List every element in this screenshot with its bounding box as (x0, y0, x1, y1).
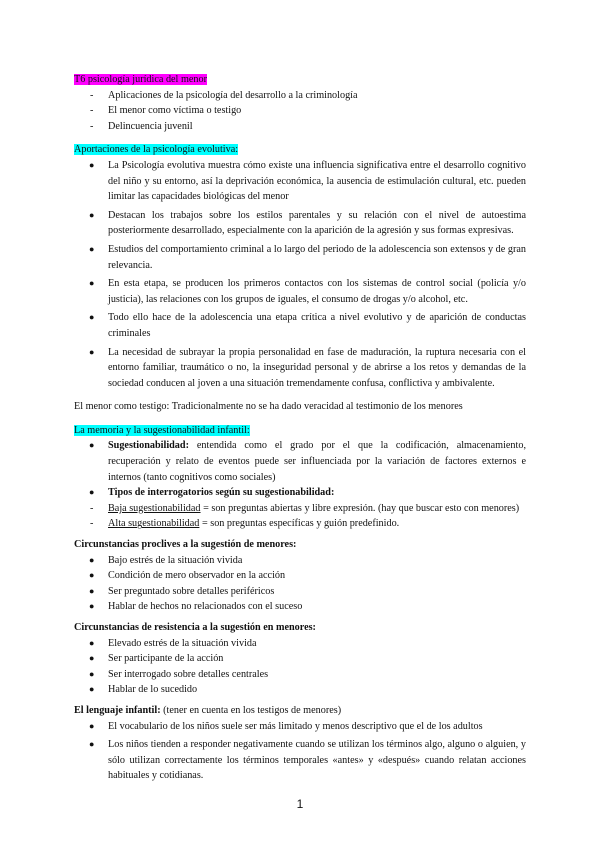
list-item: - Delincuencia juvenil (74, 119, 526, 135)
list-item: ● Hablar de lo sucedido (74, 682, 526, 698)
list-item: ● La Psicología evolutiva muestra cómo existe una influencia significativa entre el desarrollo cognitivo del niño y su entorno, así la deprivación económica, la ausencia de estimulación cultural, etc. pueden limitar las capacidades biológicas del menor (89, 159, 526, 203)
bullet-icon: ● (89, 312, 95, 323)
list-item: ● Hablar de hechos no relacionados con el suceso (74, 599, 526, 615)
list-item: ● Condición de mero observador en la acción (74, 568, 526, 584)
list-item: - El menor como víctima o testigo (74, 103, 526, 119)
alta-term: Alta sugestionabilidad (108, 518, 200, 530)
lenguaje-heading (74, 703, 526, 719)
list-item: ● Los niños tienden a responder negativamente cuando se utilizan los términos algo, alguno o alguien, y sólo utilizan correctamente los términos temporales «antes» y «después» cuando relatan acciones habituales y cotidianas. (89, 739, 526, 782)
memoria-section (74, 423, 526, 532)
list-item: - Aplicaciones de la psicología del desarrollo a la criminología (74, 88, 526, 104)
tipos-interrogatorio-heading: Tipos de interrogatorios según su sugestionabilidad: (108, 487, 335, 499)
aportaciones-title: Aportaciones de la psicología evolutiva: (74, 144, 239, 156)
bullet-icon: ● (89, 585, 95, 596)
sugestionabilidad-term: Sugestionabilidad: (108, 440, 189, 452)
aportaciones-section (74, 142, 526, 391)
proclives-list (74, 553, 526, 615)
lenguaje-subtitle: (tener en cuenta en los testigos de menores) (160, 704, 342, 716)
alta-definition: = son preguntas específicas y guión predefinido. (199, 518, 400, 530)
list-item: ● El vocabulario de los niños suele ser más limitado y menos descriptivo que el de los adultos (74, 719, 526, 735)
proclives-title: Circunstancias proclives a la sugestión de menores: (74, 539, 297, 551)
list-item: ● Destacan los trabajos sobre los estilos parentales y su relación con el nivel de autoestima posteriormente desarrollado, especialmente con la aparición de la agresión y sus formas expresivas. (89, 209, 526, 237)
document-page (74, 72, 526, 784)
t6-section (74, 72, 526, 134)
list-item: ● Elevado estrés de la situación vivida (74, 636, 526, 652)
list-item: ● Estudios del comportamiento criminal a lo largo del periodo de la adolescencia son extensos y de gran relevancia. (89, 243, 526, 271)
list-item (74, 485, 526, 501)
list-item: ● Ser participante de la acción (74, 651, 526, 667)
page-number: 1 (296, 797, 304, 811)
bullet-icon: ● (89, 570, 95, 581)
list-item: ● Ser preguntado sobre detalles periféricos (74, 584, 526, 600)
resistencia-title: Circunstancias de resistencia a la sugestión en menores: (74, 622, 316, 633)
memoria-title: La memoria y la sugestionabilidad infantil: (74, 424, 250, 436)
bullet-icon: ● (89, 487, 95, 498)
lenguaje-list (74, 719, 526, 784)
bullet-icon: ● (89, 668, 95, 679)
bullet-icon: ● (89, 243, 95, 254)
baja-term: Baja sugestionabilidad (108, 502, 201, 514)
bullet-icon: ● (89, 653, 95, 664)
list-item (74, 501, 526, 517)
bullet-icon: ● (89, 346, 95, 357)
list-item (74, 438, 526, 485)
t6-list (74, 88, 526, 135)
bullet-icon: ● (89, 684, 95, 695)
sugestionabilidad-definition: entendida como el grado por el que la codificación, almacenamiento, recuperación y relato de eventos puede ser influenciada por la variación de factores externos e internos (tanto cognitivos como sociales) (108, 440, 526, 483)
memoria-list (74, 438, 526, 500)
lenguaje-title: El lenguaje infantil: (74, 704, 161, 716)
list-item: ● Bajo estrés de la situación vivida (74, 553, 526, 569)
proclives-section (74, 537, 526, 615)
bullet-icon: ● (89, 278, 95, 289)
sugestionabilidad-types-list (74, 501, 526, 532)
list-item: ● En esta etapa, se producen los primeros contactos con los sistemas de control social (policía y/o justicia), las relaciones con los grupos de iguales, el consumo de drogas y/o alcohol, etc. (89, 278, 526, 305)
bullet-icon: ● (89, 720, 95, 731)
bullet-icon: ● (89, 440, 95, 451)
baja-definition: = son preguntas abiertas y libre expresión. (hay que buscar esto con menores) (200, 502, 520, 514)
aportaciones-list (74, 158, 526, 391)
testigo-paragraph: El menor como testigo: Tradicionalmente no se ha dado veracidad al testimonio de los menores (74, 401, 463, 413)
lenguaje-section (74, 703, 526, 784)
bullet-icon: ● (89, 159, 95, 170)
list-item (74, 516, 526, 532)
bullet-icon: ● (89, 739, 95, 750)
list-item: ● Todo ello hace de la adolescencia una etapa crítica a nivel evolutivo y de aparición de conductas criminales (89, 312, 526, 339)
resistencia-list (74, 636, 526, 698)
list-item: ● Ser interrogado sobre detalles centrales (74, 667, 526, 683)
bullet-icon: ● (89, 601, 95, 612)
resistencia-section (74, 620, 526, 698)
t6-title: T6 psicología jurídica del menor (74, 74, 207, 85)
bullet-icon: ● (89, 637, 95, 648)
list-item: ● La necesidad de subrayar la propia personalidad en fase de maduración, la ruptura necesaria con el entorno familiar, traumático o no, la inseguridad personal y de abrirse a los retos y demandas de la sociedad conducen al joven a una situación tremendamente confusa, conflictiva y ambivalente. (89, 346, 526, 389)
bullet-icon: ● (89, 209, 95, 220)
bullet-icon: ● (89, 554, 95, 565)
